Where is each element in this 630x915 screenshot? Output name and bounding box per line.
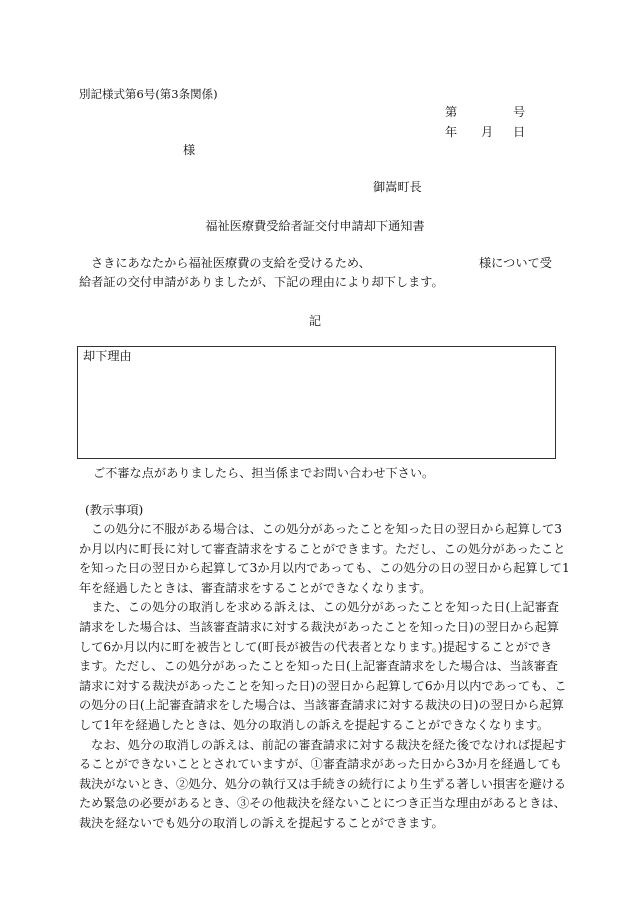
notice-line: して6か月以内に町を被告として(町長が被告の代表者となります。)提起することができ: [79, 639, 553, 654]
notice-line: 請求に対する裁決があったことを知った日)の翌日から起算して6か月以内であっても、こ: [79, 678, 567, 693]
date-day: 日: [513, 125, 526, 139]
notice-line: か月以内に町長に対して審査請求をすることができます。ただし、この処分があったこと: [79, 541, 566, 556]
date-year: 年: [445, 125, 458, 139]
notice-line: ため緊急の必要があるとき、③その他裁決を経ないことにつき正当な理由があるときは、: [79, 796, 566, 811]
notice-heading: (教示事項): [85, 503, 144, 517]
notice-line: ます。ただし、この処分があったことを知った日(上記審査請求をした場合は、当該審査: [79, 659, 558, 674]
body-line-1-left: さきにあなたから福祉医療費の支給を受けるため、: [91, 256, 371, 270]
body-line-2: 給者証の交付申請がありましたが、下記の理由により却下します。: [79, 275, 444, 289]
notice-line: 年を経過したときは、審査請求をすることができなくなります。: [79, 580, 432, 595]
notice-line: 裁決がないとき、②処分、処分の執行又は手続きの続行により生ずる著しい損害を避ける: [79, 776, 567, 791]
body-line-1-right: 様について受: [479, 256, 552, 270]
notice-line: この処分に不服がある場合は、この処分があったことを知った日の翌日から起算して3: [79, 522, 562, 536]
reason-label: 却下理由: [83, 349, 132, 363]
body-paragraph: [79, 254, 559, 292]
reason-box: [77, 346, 556, 459]
notice-line: 裁決を経ないでも処分の取消しの訴えを提起することができます。: [79, 815, 444, 830]
notice-line: して1年を経過したときは、処分の取消しの訴えを提起することができなくなります。: [79, 717, 549, 732]
notice-line: の処分の日(上記審査請求をした場合は、当該審査請求に対する裁決の日)の翌日から起算: [79, 698, 564, 713]
sender: 御嵩町長: [373, 180, 422, 194]
addressee-suffix: 様: [183, 143, 196, 157]
notice-line: 請求をした場合は、当該審査請求に対する裁決があったことを知った日)の翌日から起算: [79, 619, 559, 634]
notice-line: ることができないこととされていますが、①審査請求があった日から3か月を経過しても: [79, 757, 562, 772]
number-dai: 第: [445, 105, 458, 119]
form-label: 別記様式第6号(第3条関係): [79, 87, 218, 101]
document-title: 福祉医療費受給者証交付申請却下通知書: [205, 219, 425, 233]
notice-line: なお、処分の取消しの訴えは、前記の審査請求に対する裁決を経た後でなければ提起す: [79, 737, 567, 752]
ki-heading: 記: [308, 314, 322, 328]
notice-line: また、この処分の取消しを求める訴えは、この処分があったことを知った日(上記審査: [79, 600, 559, 615]
body-line-1: [79, 254, 559, 273]
date-month: 月: [481, 125, 494, 139]
notice-line: を知った日の翌日から起算して3か月以内であっても、この処分の日の翌日から起算して1: [79, 561, 570, 576]
notice-body: [79, 520, 570, 834]
inquiry-text: ご不審な点がありましたら、担当係までお問い合わせ下さい。: [93, 466, 435, 480]
number-go: 号: [513, 105, 526, 119]
